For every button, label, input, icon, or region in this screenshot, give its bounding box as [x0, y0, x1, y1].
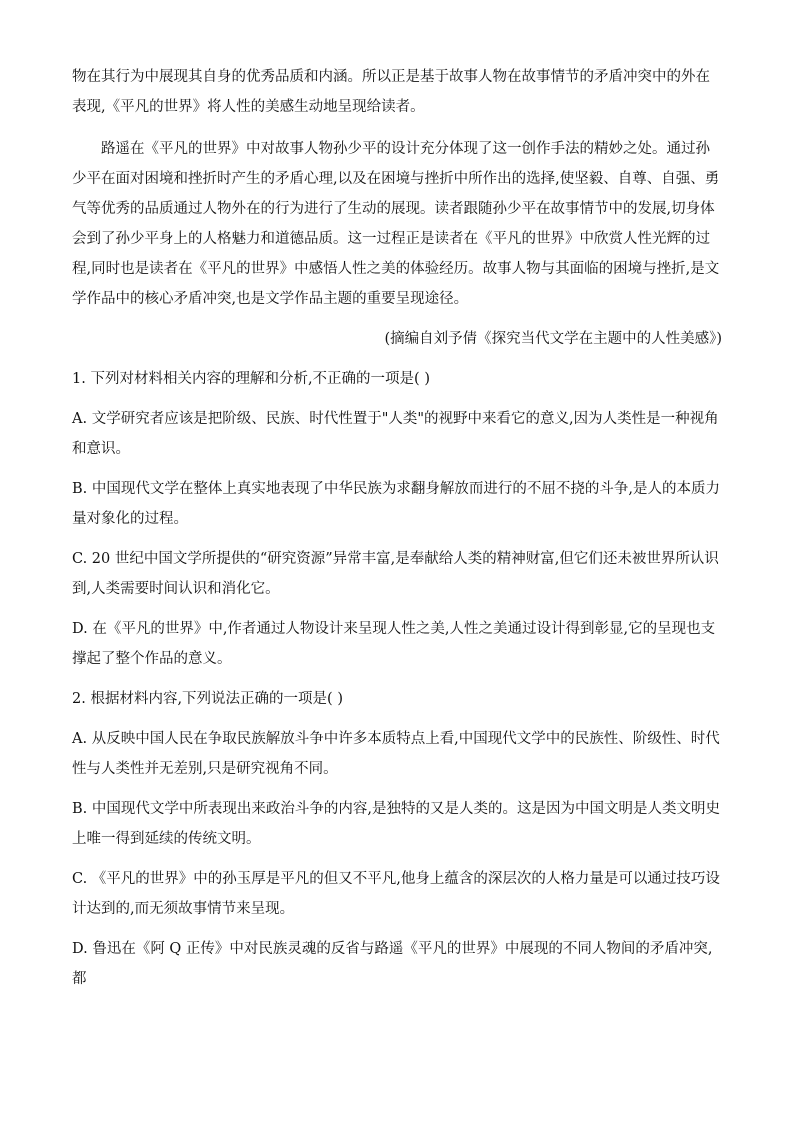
question-1-stem: 1. 下列对材料相关内容的理解和分析,不正确的一项是( )	[72, 371, 430, 387]
question-2-stem: 2. 根据材料内容,下列说法正确的一项是( )	[72, 691, 343, 707]
passage-paragraph: 路遥在《平凡的世界》中对故事人物孙少平的设计充分体现了这一创作手法的精妙之处。通过孙少平在面对困境和挫折时产生的矛盾心理,以及在困境与挫折中所作出的选择,使坚毅、自尊、自强、勇气等优秀的品质通过人物外在的行为进行了生动的展现。读者跟随孙少平在故事情节中的发展,切身体会到了孙少平身上的人格魅力和道德品质。这一过程正是读者在《平凡的世界》中欣赏人性光辉的过程,同时也是读者在《平凡的世界》中感悟人性之美的体验经历。故事人物与其面临的困境与挫折,是文学作品中的核心矛盾冲突,也是文学作品主题的重要呈现途径。	[72, 141, 720, 307]
question-1-option-b: B. 中国现代文学在整体上真实地表现了中华民族为求翻身解放而进行的不屈不挠的斗争,是人的本质力量对象化的过程。	[72, 481, 720, 527]
question-1-option-d: D. 在《平凡的世界》中,作者通过人物设计来呈现人性之美,人性之美通过设计得到彰显,它的呈现也支撑起了整个作品的意义。	[72, 621, 716, 667]
question-2-option-a: A. 从反映中国人民在争取民族解放斗争中许多本质特点上看,中国现代文学中的民族性、阶级性、时代性与人类性并无差别,只是研究视角不同。	[72, 731, 720, 777]
passage-source: (摘编自刘予倩《探究当代文学在主题中的人性美感》)	[384, 331, 722, 347]
passage-paragraph-continued: 物在其行为中展现其自身的优秀品质和内涵。所以正是基于故事人物在故事情节的矛盾冲突中的外在表现,《平凡的世界》将人性的美感生动地呈现给读者。	[72, 69, 710, 115]
question-2-option-d: D. 鲁迅在《阿 Q 正传》中对民族灵魂的反省与路遥《平凡的世界》中展现的不同人物间的矛盾冲突,都	[72, 941, 713, 987]
question-2-option-b: B. 中国现代文学中所表现出来政治斗争的内容,是独特的又是人类的。这是因为中国文明是人类文明史上唯一得到延续的传统文明。	[72, 801, 720, 847]
question-1-option-c: C. 20 世纪中国文学所提供的“研究资源”异常丰富,是奉献给人类的精神财富,但它们还未被世界所认识到,人类需要时间认识和消化它。	[72, 551, 719, 597]
question-1-option-a: A. 文学研究者应该是把阶级、民族、时代性置于"人类"的视野中来看它的意义,因为人类性是一种视角和意识。	[72, 411, 719, 457]
question-2-option-c: C. 《平凡的世界》中的孙玉厚是平凡的但又不平凡,他身上蕴含的深层次的人格力量是可以通过技巧设计达到的,而无须故事情节来呈现。	[72, 871, 720, 917]
